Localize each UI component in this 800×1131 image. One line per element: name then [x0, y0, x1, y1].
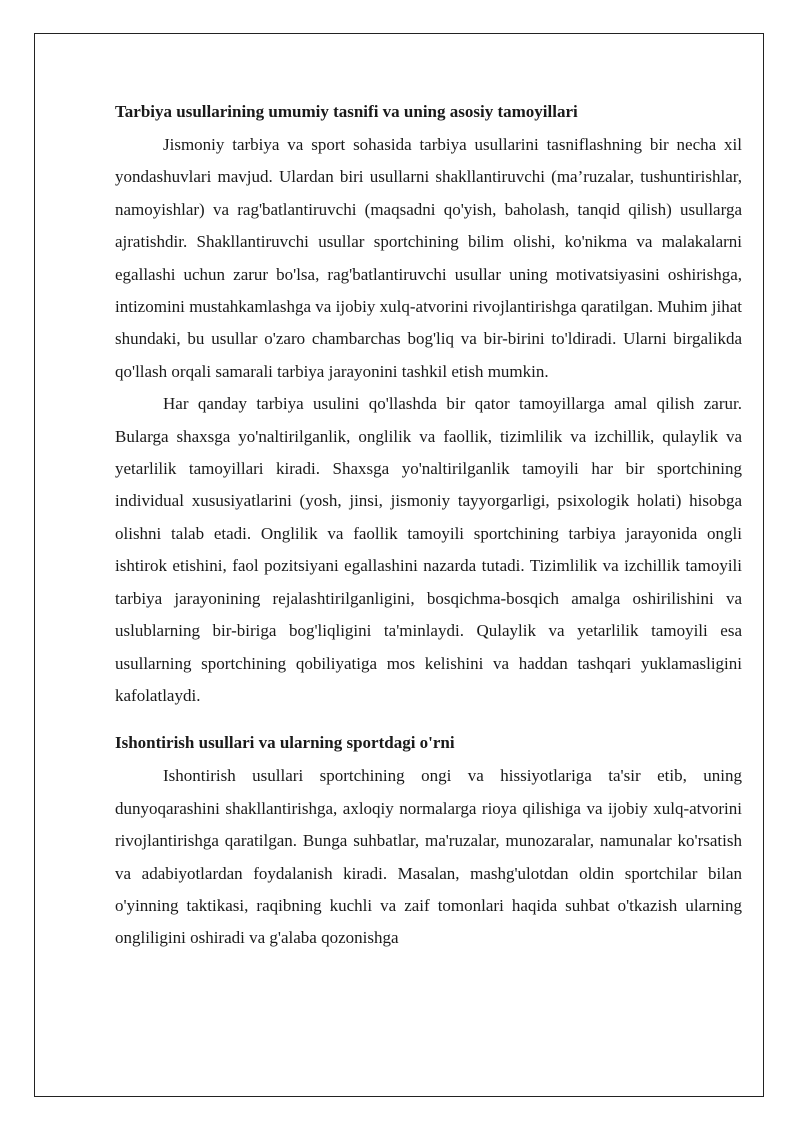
- paragraph-principles: Har qanday tarbiya usulini qo'llashda bir qator tamoyillarga amal qilish zarur. Bularga shaxsga yo'naltirilganlik, onglilik va faollik, tizimlilik va izchillik, qulaylik va yetarlilik tamoyillari kiradi. Shaxsga yo'naltirilganlik tamoyili har bir sportchining individual xususiyatlarini (yosh, jinsi, jismoniy tayyorgarligi, psixologik holati) hisobga olishni talab etadi. Onglilik va faollik tamoyili sportchining tarbiya jarayonida ongli ishtirok etishini, faol pozitsiyani egallashini nazarda tutadi. Tizimlilik va izchillik tamoyili tarbiya jarayonining rejalashtirilganligini, bosqichma-bosqich amalga oshirilishini va uslublarning bir-biriga bog'liqligini ta'minlaydi. Qulaylik va yetarlilik tamoyili esa usullarning sportchining qobiliyatiga mos kelishini va haddan tashqari yuklamasligini kafolatlaydi.: [115, 394, 742, 705]
- section-heading-classification: Tarbiya usullarining umumiy tasnifi va uning asosiy tamoyillari: [115, 102, 578, 121]
- paragraph-persuasion: Ishontirish usullari sportchining ongi va hissiyotlariga ta'sir etib, uning dunyoqarashini shakllantirishga, axloqiy normalarga rioya qilishiga va ijobiy xulq-atvorini rivojlantirishga qaratilgan. Bunga suhbatlar, ma'ruzalar, munozaralar, namunalar ko'rsatish va adabiyotlardan foydalanish kiradi. Masalan, mashg'ulotdan oldin sportchilar bilan o'yinning taktikasi, raqibning kuchli va zaif tomonlari haqida suhbat o'tkazish ularning ongliligini oshiradi va g'alaba qozonishga: [115, 766, 742, 948]
- section-heading-persuasion: Ishontirish usullari va ularning sportdagi o'rni: [115, 733, 455, 753]
- document-body: [115, 96, 742, 955]
- paragraph-classification: Jismoniy tarbiya va sport sohasida tarbiya usullarini tasniflashning bir necha xil yondashuvlari mavjud. Ulardan biri usullarni shakllantiruvchi (ma’ruzalar, tushuntirishlar, namoyishlar) va rag'batlantiruvchi (maqsadni qo'yish, baholash, tanqid qilish) usullarga ajratishdir. Shakllantiruvchi usullar sportchining bilim olishi, ko'nikma va malakalarni egallashi uchun zarur bo'lsa, rag'batlantiruvchi usullar uning motivatsiyasini oshirishga, intizomini mustahkamlashga va ijobiy xulq-atvorini rivojlantirishga qaratilgan. Muhim jihat shundaki, bu usullar o'zaro chambarchas bog'liq va bir-birini to'ldiradi. Ularni birgalikda qo'llash orqali samarali tarbiya jarayonini tashkil etish mumkin.: [115, 135, 742, 381]
